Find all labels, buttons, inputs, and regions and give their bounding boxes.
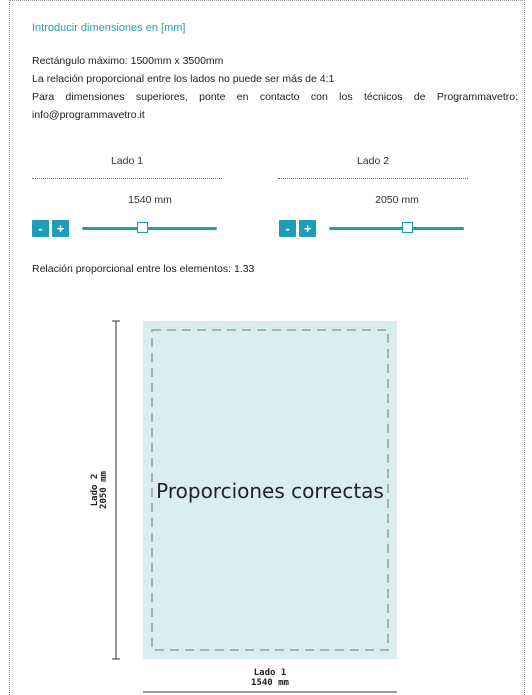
lado2-value: 2050 mm xyxy=(375,194,419,206)
section-title: Introducir dimensiones en [mm] xyxy=(32,22,186,34)
info-max-rectangle: Rectángulo máximo: 1500mm x 3500mm xyxy=(32,55,224,67)
info-text xyxy=(32,52,518,124)
info-ratio-limit: La relación proporcional entre los lados no puede ser más de 4:1 xyxy=(32,73,335,85)
side2-dimension-title: Lado 2 xyxy=(90,473,100,507)
side1-dimension-value: 1540 mm xyxy=(251,678,289,688)
info-contact: Para dimensiones superiores, ponte en contacto con los técnicos de Programmavetro: xyxy=(32,91,518,103)
lado2-slider-thumb[interactable] xyxy=(402,222,413,233)
lado1-slider-thumb[interactable] xyxy=(137,222,148,233)
lado1-label: Lado 1 xyxy=(110,155,144,167)
lado1-plus-button[interactable]: + xyxy=(52,220,69,237)
lado1-value: 1540 mm xyxy=(128,194,172,206)
lado1-minus-button[interactable]: - xyxy=(32,220,49,237)
lado2-underline xyxy=(278,178,468,179)
info-email: info@programmavetro.it xyxy=(32,109,145,121)
ratio-text: Relación proporcional entre los elementos: 1.33 xyxy=(32,263,255,275)
lado2-minus-button[interactable]: - xyxy=(279,220,296,237)
lado2-slider-track[interactable] xyxy=(329,227,464,230)
side2-dimension-value: 2050 mm xyxy=(99,471,109,509)
proportion-status-text: Proporciones correctas xyxy=(156,479,384,503)
lado2-label: Lado 2 xyxy=(356,155,390,167)
lado1-slider-track[interactable] xyxy=(82,227,217,230)
lado1-underline xyxy=(32,178,222,179)
side1-dimension-title: Lado 1 xyxy=(253,668,287,678)
proportion-drawing xyxy=(0,300,532,695)
lado2-plus-button[interactable]: + xyxy=(299,220,316,237)
